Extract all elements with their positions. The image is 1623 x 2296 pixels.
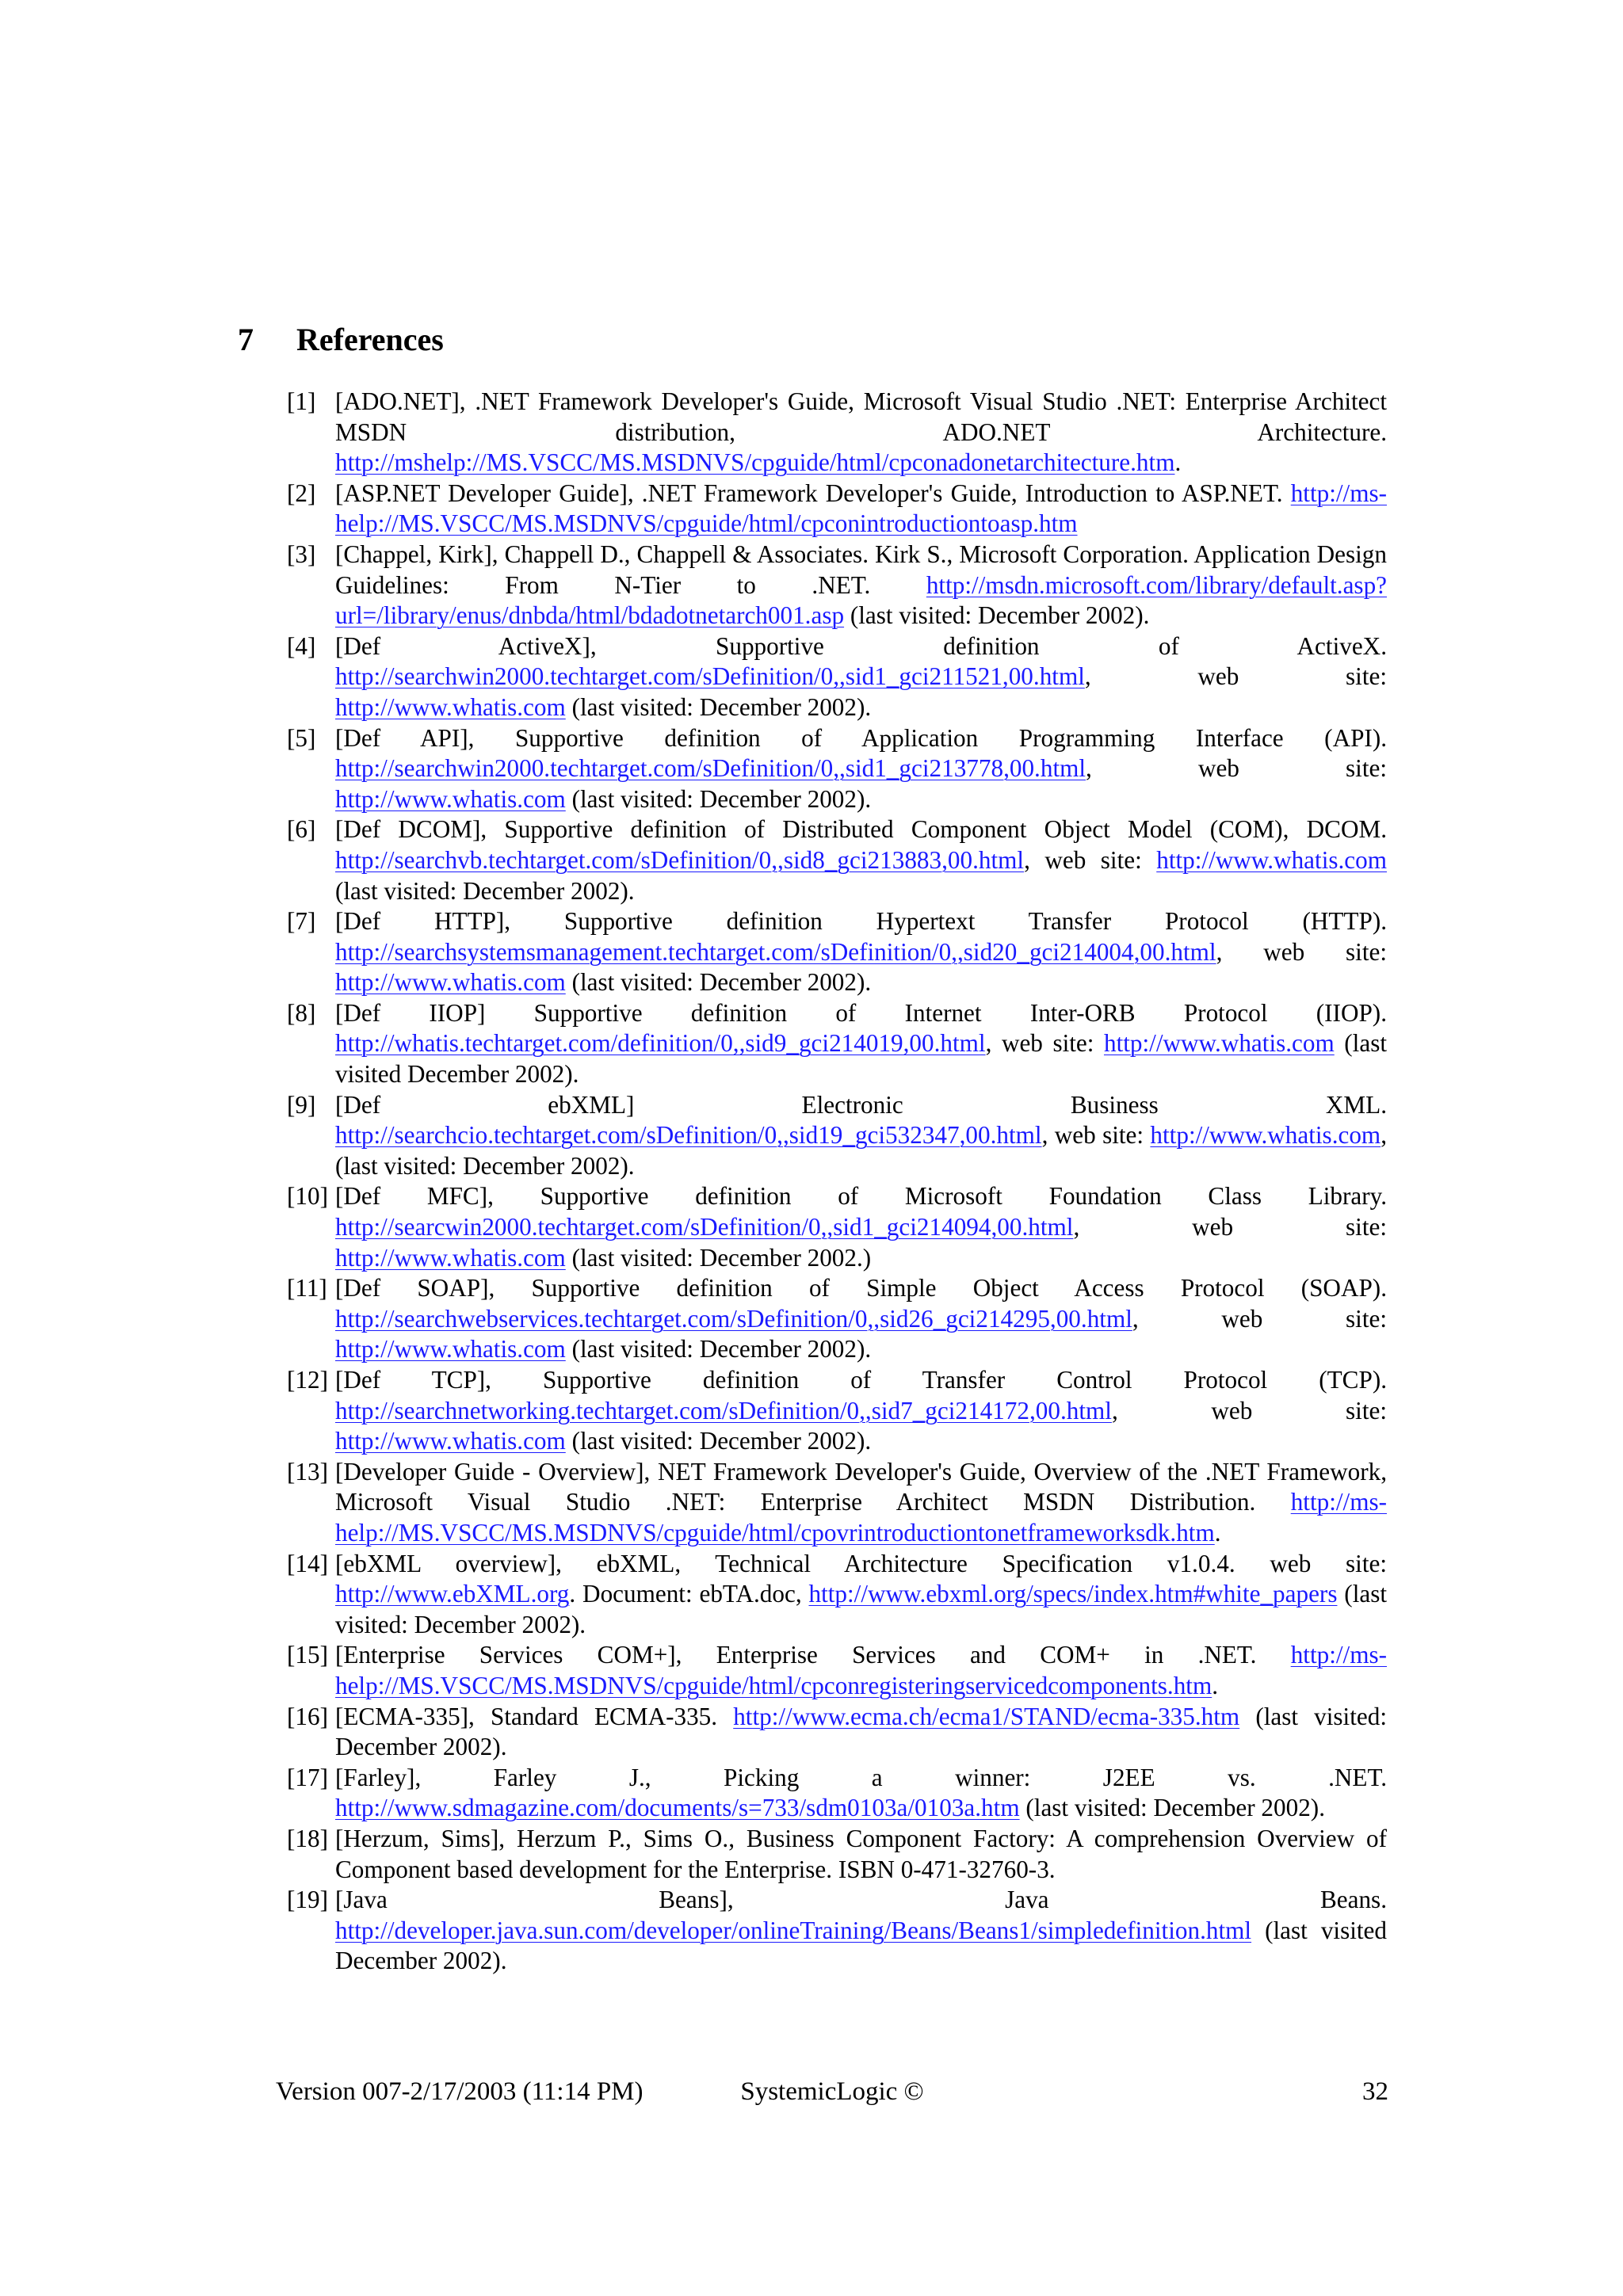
reference-index: [3] <box>287 540 316 568</box>
reference-item <box>287 540 1387 631</box>
reference-text-visited: (last visited: December 2002). <box>565 1427 872 1455</box>
reference-text: [Enterprise Services COM+], Enterprise Services and COM+ in .NET. <box>335 1641 1291 1669</box>
reference-list <box>287 387 1387 1977</box>
footer-page-number: 32 <box>1362 2077 1388 2106</box>
reference-link[interactable]: http://www.ebXML.org <box>335 1580 570 1608</box>
reference-index: [16] <box>287 1702 328 1730</box>
reference-index: [14] <box>287 1549 328 1577</box>
reference-index: [4] <box>287 631 316 660</box>
reference-text-after: , web site: <box>1073 1213 1387 1241</box>
reference-text-after: , web site: <box>1041 1121 1151 1150</box>
reference-text-after: (last visited: December 2002). <box>335 1702 1387 1761</box>
reference-text-visited: (last visited December 2002). <box>335 1029 1387 1089</box>
reference-link[interactable]: http://whatis.techtarget.com/definition/0,,sid9_gci214019,00.html <box>335 1029 986 1058</box>
reference-text-after: , web site: <box>1086 754 1387 783</box>
reference-text: [Def ActiveX], Supportive definition of ActiveX. <box>335 631 1387 660</box>
reference-link-website[interactable]: http://www.whatis.com <box>335 1335 566 1363</box>
reference-link-website[interactable]: http://www.whatis.com <box>1103 1029 1335 1058</box>
section-number: 7 <box>238 322 254 357</box>
reference-index: [7] <box>287 907 316 936</box>
section-title: References <box>296 322 444 357</box>
reference-item <box>287 1457 1387 1549</box>
reference-text: [ADO.NET], .NET Framework Developer's Guide, Microsoft Visual Studio .NET: Enterprise Architect MSDN distribution, ADO.NET Architecture. <box>335 387 1387 446</box>
reference-text: [Def IIOP] Supportive definition of Internet Inter-ORB Protocol (IIOP). <box>335 998 1387 1027</box>
reference-text: [Farley], Farley J., Picking a winner: J2EE vs. .NET. <box>335 1763 1387 1791</box>
reference-link-website[interactable]: http://www.whatis.com <box>335 1427 566 1455</box>
reference-index: [1] <box>287 387 316 415</box>
reference-link[interactable]: http://www.sdmagazine.com/documents/s=733/sdm0103a/0103a.htm <box>335 1794 1020 1822</box>
reference-text-after: , web site: <box>1024 845 1157 874</box>
reference-item <box>287 906 1387 998</box>
reference-index: [2] <box>287 479 316 507</box>
reference-text-visited: (last visited: December 2002). <box>565 1335 872 1363</box>
reference-text: [ASP.NET Developer Guide], .NET Framework Developer's Guide, Introduction to ASP.NET. <box>335 479 1291 507</box>
reference-text-after: (last visited December 2002). <box>335 1916 1387 1975</box>
reference-index: [5] <box>287 723 316 752</box>
reference-text: [Java Beans], Java Beans. <box>335 1886 1387 1914</box>
reference-link-website[interactable]: http://www.whatis.com <box>335 692 566 721</box>
reference-item <box>287 723 1387 815</box>
reference-link[interactable]: http://searchsystemsmanagement.techtarget.com/sDefinition/0,,sid20_gci214004,00.html <box>335 937 1216 966</box>
reference-item <box>287 479 1387 540</box>
reference-text-visited: (last visited: December 2002). <box>565 968 872 997</box>
reference-text: [ebXML overview], ebXML, Technical Architecture Specification v1.0.4. web site: <box>335 1549 1387 1577</box>
reference-index: [8] <box>287 998 316 1027</box>
reference-text-visited: , (last visited: December 2002). <box>335 1121 1387 1180</box>
reference-text-visited: (last visited: December 2002). <box>565 692 872 721</box>
reference-text-after: , web site: <box>1084 662 1387 691</box>
reference-item <box>287 1702 1387 1763</box>
reference-text: [Def HTTP], Supportive definition Hypertext Transfer Protocol (HTTP). <box>335 907 1387 936</box>
reference-link-website[interactable]: http://www.whatis.com <box>1150 1121 1381 1150</box>
reference-item <box>287 1640 1387 1701</box>
reference-item <box>287 998 1387 1090</box>
section-heading <box>238 320 444 360</box>
reference-link-website[interactable]: http://www.whatis.com <box>335 1243 566 1272</box>
reference-text-after: . Document: ebTA.doc, <box>569 1580 809 1608</box>
reference-text-after: , web site: <box>985 1029 1104 1058</box>
reference-item <box>287 631 1387 723</box>
reference-link[interactable]: http://searchcio.techtarget.com/sDefinition/0,,sid19_gci532347,00.html <box>335 1121 1042 1150</box>
reference-text: [Def API], Supportive definition of Application Programming Interface (API). <box>335 723 1387 752</box>
reference-index: [6] <box>287 815 316 844</box>
reference-item <box>287 1090 1387 1182</box>
footer-version: Version 007-2/17/2003 (11:14 PM) <box>276 2077 643 2106</box>
reference-text: [Def DCOM], Supportive definition of Distributed Component Object Model (COM), DCOM. <box>335 815 1387 844</box>
reference-text: [Chappel, Kirk], Chappell D., Chappell & Associates. Kirk S., Microsoft Corporation. Application Design Guidelines: From N-Tier to .NET. <box>335 540 1387 599</box>
reference-index: [13] <box>287 1457 328 1486</box>
reference-index: [15] <box>287 1641 328 1669</box>
reference-item <box>287 1273 1387 1365</box>
reference-link[interactable]: http://mshelp://MS.VSCC/MS.MSDNVS/cpguide/html/cpconadonetarchitecture.htm <box>335 448 1175 477</box>
reference-text: [Def ebXML] Electronic Business XML. <box>335 1090 1387 1119</box>
reference-text: [ECMA-335], Standard ECMA-335. <box>335 1702 734 1730</box>
reference-item <box>287 1763 1387 1824</box>
reference-link[interactable]: http://ms-help://MS.VSCC/MS.MSDNVS/cpguide/html/cpconintroductiontoasp.htm <box>335 479 1387 538</box>
reference-link[interactable]: http://ms-help://MS.VSCC/MS.MSDNVS/cpguide/html/cpovrintroductiontonetframeworksdk.htm <box>335 1488 1387 1547</box>
reference-item <box>287 1885 1387 1977</box>
reference-link[interactable]: http://searchvb.techtarget.com/sDefinition/0,,sid8_gci213883,00.html <box>335 845 1025 874</box>
reference-link-website[interactable]: http://www.whatis.com <box>335 784 566 813</box>
reference-text: [Def TCP], Supportive definition of Transfer Control Protocol (TCP). <box>335 1366 1387 1394</box>
reference-item <box>287 1549 1387 1641</box>
reference-link[interactable]: http://developer.java.sun.com/developer/onlineTraining/Beans/Beans1/simpledefinition.html <box>335 1916 1252 1944</box>
reference-index: [11] <box>287 1274 327 1302</box>
reference-link[interactable]: http://msdn.microsoft.com/library/default.asp?url=/library/enus/dnbda/html/bdadotnetarch001.asp <box>335 570 1387 630</box>
reference-text-visited: (last visited: December 2002.) <box>565 1243 872 1272</box>
reference-item <box>287 1824 1387 1885</box>
reference-link[interactable]: http://searchwebservices.techtarget.com/sDefinition/0,,sid26_gci214295,00.html <box>335 1304 1132 1333</box>
reference-text-visited: (last visited: December 2002). <box>335 876 635 905</box>
reference-text: [Herzum, Sims], Herzum P., Sims O., Business Component Factory: A comprehension Overview of Component based development for the Enterprise. ISBN 0-471-32760-3. <box>335 1824 1387 1883</box>
reference-text-after: . <box>1212 1671 1219 1699</box>
reference-index: [9] <box>287 1090 316 1119</box>
reference-link[interactable]: http://searchnetworking.techtarget.com/sDefinition/0,,sid7_gci214172,00.html <box>335 1396 1112 1425</box>
reference-link[interactable]: http://searcwin2000.techtarget.com/sDefinition/0,,sid1_gci214094,00.html <box>335 1213 1074 1241</box>
reference-index: [19] <box>287 1886 328 1914</box>
reference-link[interactable]: http://searchwin2000.techtarget.com/sDefinition/0,,sid1_gci213778,00.html <box>335 754 1086 783</box>
reference-text-visited: (last visited: December 2002). <box>335 1580 1387 1638</box>
reference-text-visited: (last visited: December 2002). <box>565 784 872 813</box>
reference-text-after: , web site: <box>1216 937 1387 966</box>
reference-index: [18] <box>287 1824 328 1852</box>
page-footer <box>276 2074 1388 2109</box>
reference-item <box>287 814 1387 906</box>
reference-text-after: (last visited: December 2002). <box>1019 1794 1325 1822</box>
reference-link-secondary[interactable]: http://www.ebxml.org/specs/index.htm#white_papers <box>808 1580 1338 1608</box>
reference-text-after: , web site: <box>1132 1304 1387 1333</box>
reference-item <box>287 387 1387 479</box>
reference-text-after: . <box>1174 448 1182 477</box>
reference-item <box>287 1181 1387 1273</box>
reference-text: [Def MFC], Supportive definition of Microsoft Foundation Class Library. <box>335 1182 1387 1211</box>
footer-company: SystemicLogic © <box>740 2077 924 2106</box>
reference-index: [17] <box>287 1763 328 1791</box>
reference-text-after: (last visited: December 2002). <box>844 601 1150 630</box>
reference-index: [12] <box>287 1366 328 1394</box>
reference-item <box>287 1365 1387 1457</box>
reference-text-after: . <box>1214 1518 1221 1547</box>
reference-link[interactable]: http://searchwin2000.techtarget.com/sDefinition/0,,sid1_gci211521,00.html <box>335 662 1085 691</box>
reference-text: [Def SOAP], Supportive definition of Simple Object Access Protocol (SOAP). <box>335 1274 1387 1302</box>
reference-link[interactable]: http://www.ecma.ch/ecma1/STAND/ecma-335.htm <box>733 1702 1240 1730</box>
reference-text-after: , web site: <box>1111 1396 1387 1425</box>
reference-index: [10] <box>287 1182 328 1211</box>
reference-link-website[interactable]: http://www.whatis.com <box>1156 845 1387 874</box>
reference-link-website[interactable]: http://www.whatis.com <box>335 968 566 997</box>
reference-link[interactable]: http://ms-help://MS.VSCC/MS.MSDNVS/cpguide/html/cpconregisteringservicedcomponents.htm <box>335 1641 1387 1699</box>
reference-text: [Developer Guide - Overview], NET Framework Developer's Guide, Overview of the .NET Framework, Microsoft Visual Studio .NET: Enterprise Architect MSDN Distribution. <box>335 1457 1387 1516</box>
